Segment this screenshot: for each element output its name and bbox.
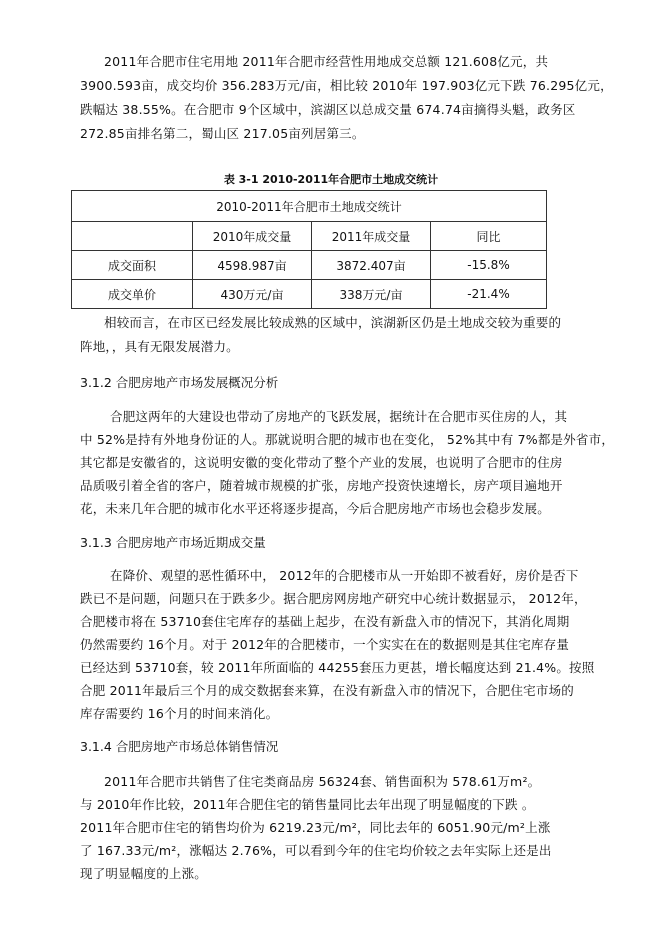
para1-line: 272.85亩排名第二，蜀山区 217.05亩列居第三。: [80, 126, 365, 141]
table-header-cell: 2010年成交量: [193, 222, 312, 251]
para1-line: 跌幅达 38.55%。在合肥市 9个区域中，滨湖区以总成交量 674.74亩摘得头魁，政务区: [80, 102, 576, 117]
table-cell: -21.4%: [431, 280, 547, 309]
para1-line: 3900.593亩，成交均价 356.283万元/亩，相比较 2010年 197.903亿元下跌 76.295亿元，: [80, 78, 613, 93]
table-cell: 3872.407亩: [312, 251, 431, 280]
sec312-line: 其它都是安徽省的，这说明安徽的变化带动了整个产业的发展，也说明了合肥市的住房: [80, 455, 563, 470]
sec312-line: 花，未来几年合肥的城市化水平还将逐步提高，今后合肥房地产市场也会稳步发展。: [80, 501, 550, 516]
table-header-cell: 同比: [431, 222, 547, 251]
table-header-cell: 2011年成交量: [312, 222, 431, 251]
table-caption: 表 3-1 2010-2011年合肥市土地成交统计: [223, 173, 439, 186]
sec314-line: 2011年合肥市共销售了住宅类商品房 56324套、销售面积为 578.61万m²。: [104, 774, 541, 789]
sec314-line: 现了明显幅度的上涨。: [80, 866, 208, 881]
table-row: [72, 280, 547, 309]
table-cell: 4598.987亩: [193, 251, 312, 280]
sec313-line: 跌已不是问题，问题只在于跌多少。据合肥房网房地产研究中心统计数据显示， 2012年，: [80, 591, 587, 606]
section-heading: 3.1.4 合肥房地产市场总体销售情况: [80, 739, 279, 754]
sec313-line: 合肥楼市将在 53710套住宅库存的基础上起步，在没有新盘入市的情况下，其消化周期: [80, 614, 570, 629]
table-title: 2010-2011年合肥市土地成交统计: [72, 191, 547, 222]
table-cell: -15.8%: [431, 251, 547, 280]
para2-line: 相较而言，在市区已经发展比较成熟的区域中，滨湖新区仍是土地成交较为重要的: [104, 315, 562, 330]
land-transaction-table: [71, 190, 547, 309]
table-cell: 430万元/亩: [193, 280, 312, 309]
sec314-line: 了 167.33元/m²，涨幅达 2.76%，可以看到今年的住宅均价较之去年实际上还是出: [80, 843, 552, 858]
sec313-line: 仍然需要约 16个月。对于 2012年的合肥楼市，一个实实在在的数据则是其住宅库存量: [80, 637, 570, 652]
sec312-line: 品质吸引着全省的客户，随着城市规模的扩张，房地产投资快速增长，房产项目遍地开: [80, 478, 563, 493]
para2-line: 阵地，，具有无限发展潜力。: [80, 339, 239, 354]
sec314-line: 与 2010年作比较，2011年合肥住宅的销售量同比去年出现了明显幅度的下跌 。: [80, 797, 535, 812]
table-row: [72, 251, 547, 280]
section-heading: 3.1.3 合肥房地产市场近期成交量: [80, 535, 266, 550]
sec312-line: 中 52%是持有外地身份证的人。那就说明合肥的城市也在变化， 52%其中有 7%都是外省市，: [80, 432, 615, 447]
section-heading: 3.1.2 合肥房地产市场发展概况分析: [80, 375, 279, 390]
para1-line: 2011年合肥市住宅用地 2011年合肥市经营性用地成交总额 121.608亿元，共: [104, 54, 549, 69]
table-header-row: [72, 222, 547, 251]
sec313-line: 合肥 2011年最后三个月的成交数据套来算，在没有新盘入市的情况下，合肥住宅市场的: [80, 683, 574, 698]
row-label: 成交面积: [72, 251, 193, 280]
sec314-line: 2011年合肥市住宅的销售均价为 6219.23元/m²，同比去年的 6051.90元/m²上涨: [80, 820, 551, 835]
row-label: 成交单价: [72, 280, 193, 309]
sec313-line: 在降价、观望的恶性循环中， 2012年的合肥楼市从一开始即不被看好，房价是否下: [110, 568, 579, 583]
table-header-cell: [72, 222, 193, 251]
sec313-line: 已经达到 53710套，较 2011年所面临的 44255套压力更甚，增长幅度达到 21.4%。按照: [80, 660, 595, 675]
table-cell: 338万元/亩: [312, 280, 431, 309]
sec312-line: 合肥这两年的大建设也带动了房地产的飞跃发展，据统计在合肥市买住房的人，其: [110, 409, 568, 424]
sec313-line: 库存需要约 16个月的时间来消化。: [80, 706, 279, 721]
